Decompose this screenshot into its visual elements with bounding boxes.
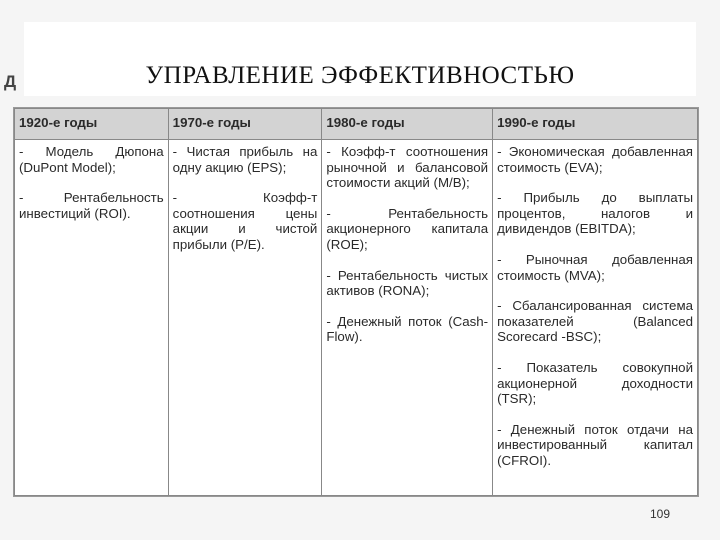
header-1980s: 1980-е годы xyxy=(322,109,493,140)
list-item: - Коэфф-т соотношения рыночной и балансовой стоимости акций (M/B); xyxy=(326,144,489,191)
list-item: - Денежный поток (Cash-Flow). xyxy=(326,313,489,345)
list-item: - Рентабельность акционерного капитала (ROE); xyxy=(326,205,489,252)
table-row xyxy=(15,140,698,496)
title-box xyxy=(24,22,696,96)
list-item: - Рентабельность чистых активов (RONA); xyxy=(326,267,489,299)
header-1990s: 1990-е годы xyxy=(493,109,698,140)
table-header-row xyxy=(15,109,698,140)
list-item: - Рыночная добавленная стоимость (MVA); xyxy=(497,251,693,283)
list-item: - Сбалансированная система показателей (Balanced Scorecard -BSC); xyxy=(497,298,693,345)
list-item: - Экономическая добавленная стоимость (EVA); xyxy=(497,144,693,175)
header-1970s: 1970-е годы xyxy=(168,109,322,140)
list-item: - Рентабельность инвестиций (ROI). xyxy=(19,190,164,221)
cell-1920s xyxy=(15,140,169,496)
metrics-table-container xyxy=(13,107,699,497)
list-item: - Чистая прибыль на одну акцию (EPS); xyxy=(172,144,318,175)
page-number: 109 xyxy=(650,507,671,521)
list-item: - Денежный поток отдачи на инвестированный капитал (CFROI). xyxy=(497,421,693,468)
metrics-table xyxy=(14,108,698,496)
list-item: - Прибыль до выплаты процентов, налогов и дивидендов (EBITDA); xyxy=(497,190,693,237)
cell-1990s xyxy=(493,140,698,496)
list-item: - Модель Дюпона (DuPont Model); xyxy=(19,144,164,175)
cell-1970s xyxy=(168,140,322,496)
header-1920s: 1920-е годы xyxy=(15,109,169,140)
list-item: - Коэфф-т соотношения цены акции и чистой прибыли (P/E). xyxy=(172,190,318,252)
stray-letter: Д xyxy=(4,72,17,91)
slide-title: УПРАВЛЕНИЕ ЭФФЕКТИВНОСТЬЮ xyxy=(145,62,575,89)
cell-1980s xyxy=(322,140,493,496)
list-item: - Показатель совокупной акционерной доходности (TSR); xyxy=(497,359,693,407)
